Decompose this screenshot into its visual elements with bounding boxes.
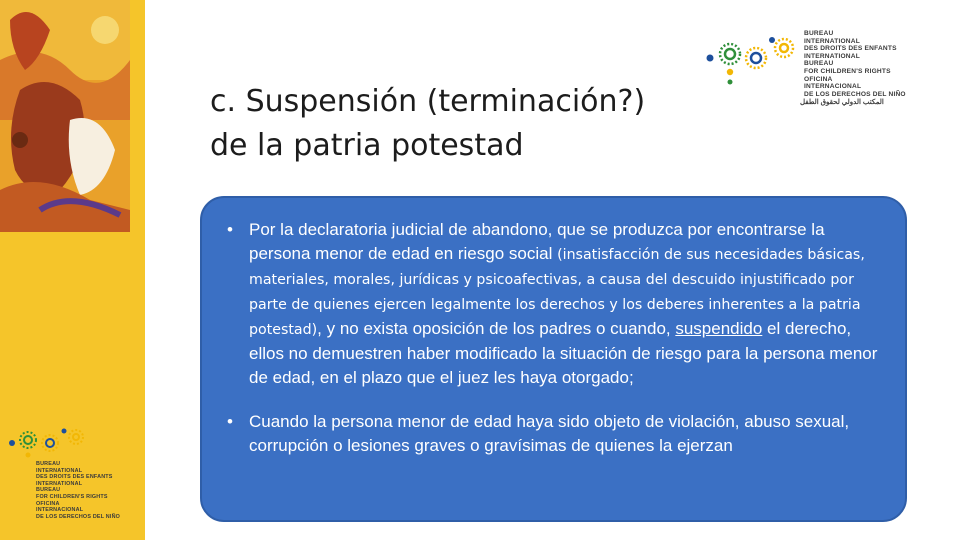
left-divider <box>145 0 148 540</box>
bullet-item-abuse <box>224 410 889 458</box>
bullet-text: , y no exista oposición de los padres o cuando, <box>317 319 676 338</box>
bullet-list <box>224 218 889 458</box>
bullet-text: el derecho, ellos no demuestren haber modificado la situación de riesgo para la persona menor de edad, en el plazo que el juez les haya otorgado; <box>249 319 878 387</box>
logo-mark-icon <box>6 425 96 465</box>
logo-mark-icon <box>700 30 800 100</box>
bullet-text: Por la declaratoria judicial de abandono, que se produzca por encontrarse la persona menor de edad en riesgo social <box>249 220 825 263</box>
logo-arabic-text: المكتب الدولي لحقوق الطفل <box>800 99 884 106</box>
organization-logo-small <box>6 425 136 525</box>
logo-text: BUREAU INTERNATIONAL DES DROITS DES ENFANTS INTERNATIONAL BUREAU FOR CHILDREN'S RIGHTS OFICINA INTERNACIONAL DE LOS DERECHOS DEL NIÑO <box>36 461 121 520</box>
slide-title <box>210 80 730 168</box>
underlined-word: suspendido <box>675 319 763 338</box>
artwork-image <box>0 0 130 232</box>
organization-logo <box>700 22 910 112</box>
bullet-item-abandonment <box>224 218 889 390</box>
content-box <box>200 196 907 522</box>
title-line-2: de la patria potestad <box>210 128 524 163</box>
bullet-text: Cuando la persona menor de edad haya sido objeto de violación, abuso sexual, corrupción o lesiones graves o gravísimas de quienes la ejerzan <box>249 412 850 455</box>
title-line-1: c. Suspensión (terminación?) <box>210 84 646 119</box>
logo-text: BUREAU INTERNATIONAL DES DROITS DES ENFANTS INTERNATIONAL BUREAU FOR CHILDREN'S RIGHTS OFICINA INTERNACIONAL DE LOS DERECHOS DEL NIÑO <box>804 30 906 98</box>
bullet-parenthetical: (insatisfacción de sus necesidades básicas, materiales, morales, jurídicas y psicoafectivas, a causa del descuido injustificado por parte de quienes ejercen legalmente los derechos y los deberes inherentes a la patria potestad) <box>249 247 865 338</box>
